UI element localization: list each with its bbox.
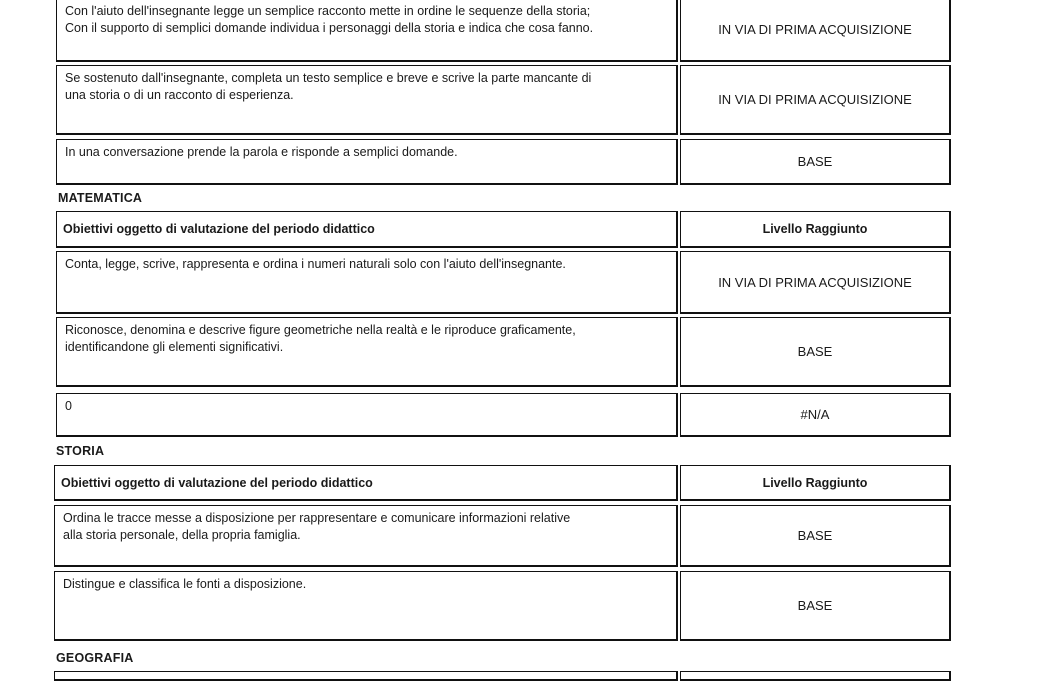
section-title-storia: STORIA [56, 444, 105, 458]
storia-objective-1: Ordina le tracce messe a disposizione per rappresentare e comunicare informazioni relative alla storia personale, della propria famiglia. [54, 505, 678, 567]
italiano-level-1: IN VIA DI PRIMA ACQUISIZIONE [680, 0, 951, 62]
matematica-objective-1: Conta, legge, scrive, rappresenta e ordina i numeri naturali solo con l'aiuto dell'insegnante. [56, 251, 678, 314]
storia-header-objectives: Obiettivi oggetto di valutazione del periodo didattico [54, 465, 678, 501]
italiano-level-3: BASE [680, 139, 951, 185]
storia-level-1: BASE [680, 505, 951, 567]
storia-level-2: BASE [680, 571, 951, 641]
storia-objective-2: Distingue e classifica le fonti a disposizione. [54, 571, 678, 641]
geografia-table-top-right [680, 671, 951, 681]
italiano-objective-3: In una conversazione prende la parola e risponde a semplici domande. [56, 139, 678, 185]
matematica-objective-3: 0 [56, 393, 678, 437]
italiano-objective-2: Se sostenuto dall'insegnante, completa un testo semplice e breve e scrive la parte mancante di una storia o di un racconto di esperienza. [56, 65, 678, 135]
storia-header-level: Livello Raggiunto [680, 465, 951, 501]
italiano-level-2: IN VIA DI PRIMA ACQUISIZIONE [680, 65, 951, 135]
italiano-objective-1: Con l'aiuto dell'insegnante legge un semplice racconto mette in ordine le sequenze della storia; Con il supporto di semplici domande individua i personaggi della storia e indica che cosa fanno. [56, 0, 678, 62]
geografia-table-top-left [54, 671, 678, 681]
matematica-level-3: #N/A [680, 393, 951, 437]
matematica-header-level: Livello Raggiunto [680, 211, 951, 248]
matematica-level-2: BASE [680, 317, 951, 387]
section-title-geografia: GEOGRAFIA [56, 651, 134, 665]
matematica-level-1: IN VIA DI PRIMA ACQUISIZIONE [680, 251, 951, 314]
matematica-header-objectives: Obiettivi oggetto di valutazione del periodo didattico [56, 211, 678, 248]
matematica-objective-2: Riconosce, denomina e descrive figure geometriche nella realtà e le riproduce graficamente, identificandone gli elementi significativi. [56, 317, 678, 387]
section-title-matematica: MATEMATICA [58, 191, 143, 205]
